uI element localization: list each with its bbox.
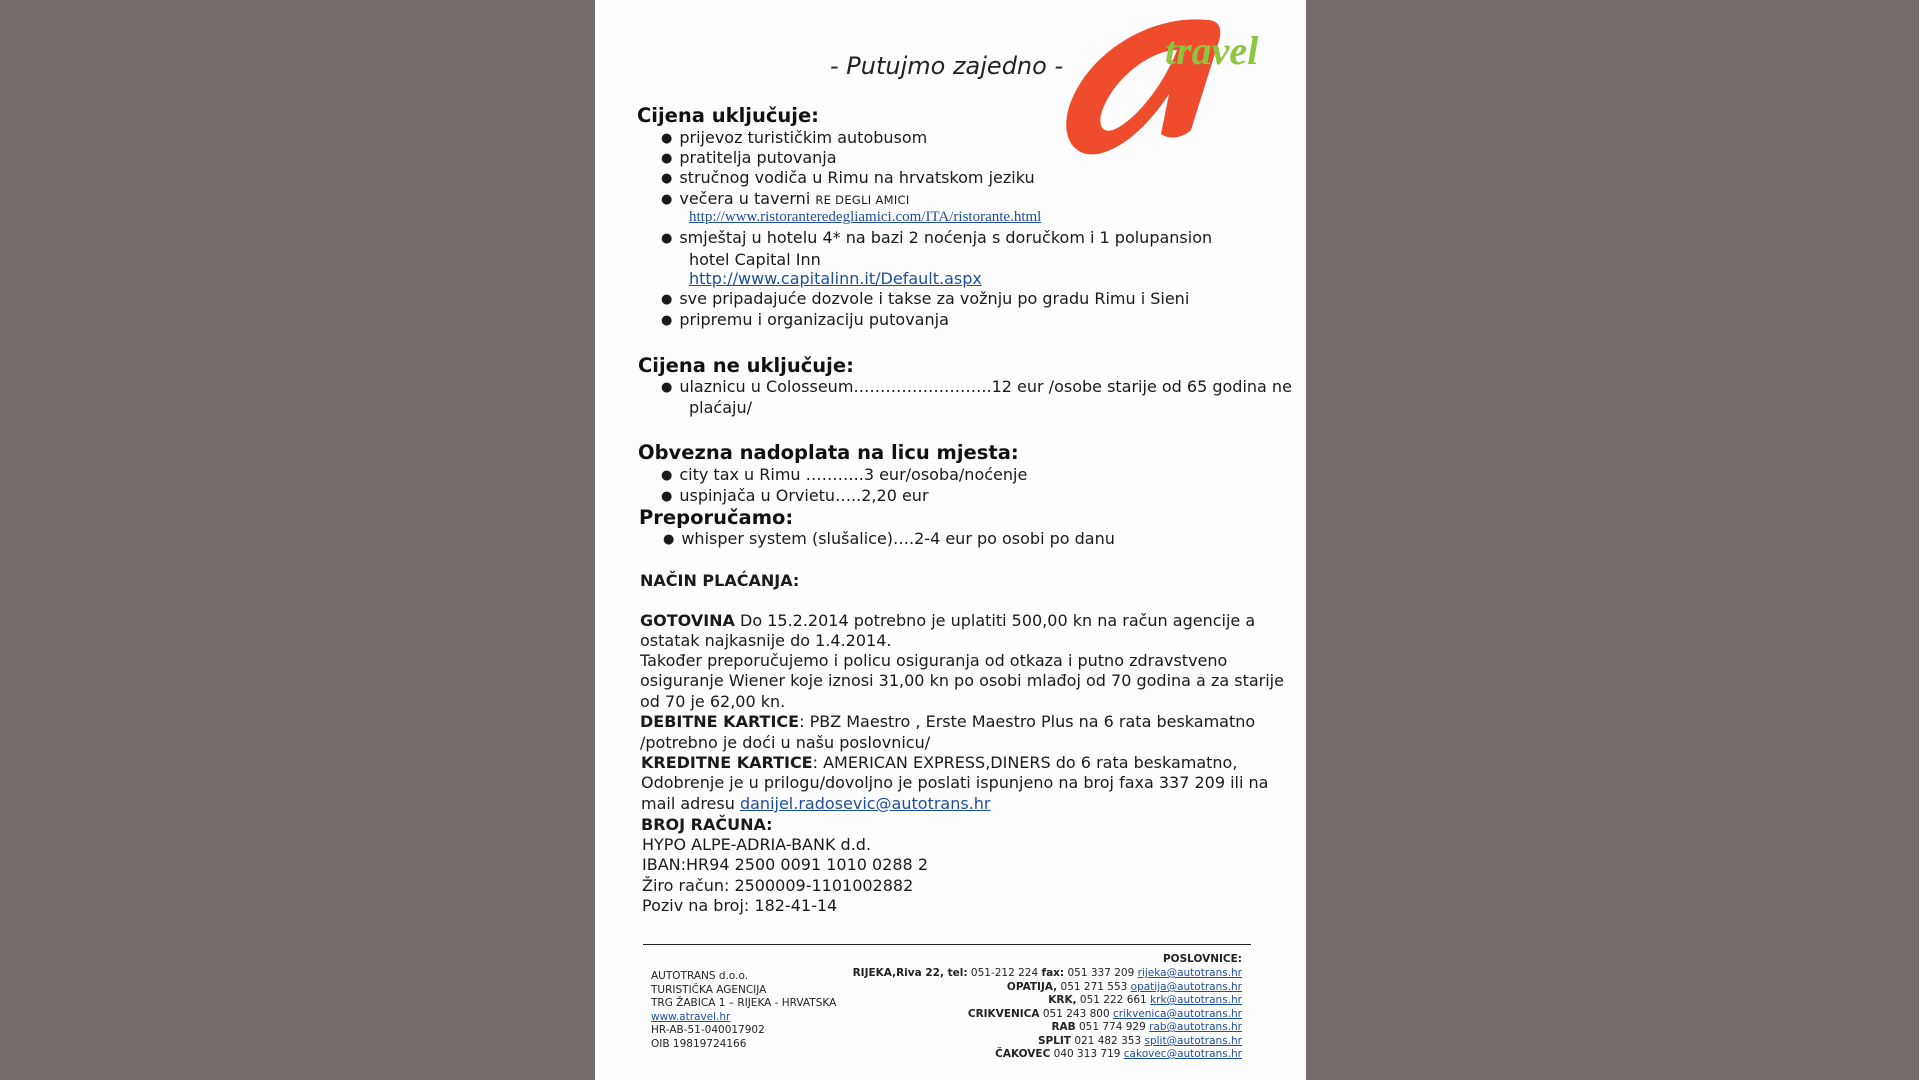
list-item: ● večera u taverni RE DEGLI AMICI (661, 189, 910, 208)
office-email-link[interactable]: crikvenica@autotrans.hr (1113, 1008, 1242, 1020)
giro-account: Žiro račun: 2500009-1101002882 (642, 876, 914, 895)
office-crikvenica: CRIKVENICA 051 243 800 crikvenica@autotrans.hr (967, 1008, 1242, 1020)
footer-divider (643, 944, 1251, 945)
list-item: ● smještaj u hotelu 4* na bazi 2 noćenja s doručkom i 1 polupansion (661, 228, 1213, 247)
bank-name: HYPO ALPE-ADRIA-BANK d.d. (642, 835, 872, 854)
office-opatija: OPATIJA, 051 271 553 opatija@autotrans.hr (1006, 981, 1242, 993)
credit-line: mail adresu danijel.radosevic@autotrans.hr (641, 794, 991, 813)
slogan: - Putujmo zajedno - (830, 52, 1064, 80)
office-krk: KRK, 051 222 661 krk@autotrans.hr (1048, 994, 1242, 1006)
credit-line: KREDITNE KARTICE: AMERICAN EXPRESS,DINERS do 6 rata beskamatno, (641, 753, 1238, 772)
list-item: ● pripremu i organizaciju putovanja (661, 310, 949, 329)
oib: OIB 19819724166 (651, 1037, 747, 1050)
tavern-name: RE DEGLI AMICI (815, 193, 910, 207)
insurance-line: osiguranje Wiener koje iznosi 31,00 kn po osobi mlađoj od 70 godina a za starije (640, 671, 1284, 690)
includes-title: Cijena uključuje: (637, 104, 819, 127)
credit-line: Odobrenje je u prilogu/dovoljno je poslati ispunjeno na broj faxa 337 209 ili na (641, 773, 1269, 792)
office-email-link[interactable]: rijeka@autotrans.hr (1137, 967, 1242, 979)
list-item: ● uspinjača u Orvietu…..2,20 eur (661, 486, 929, 505)
recommend-title: Preporučamo: (639, 506, 794, 529)
document-page (595, 0, 1306, 1080)
license-code: HR-AB-51-040017902 (651, 1024, 765, 1037)
list-item: ● sve pripadajuće dozvole i takse za vožnju po gradu Rimu i Sieni (661, 289, 1190, 308)
office-email-link[interactable]: opatija@autotrans.hr (1130, 981, 1242, 993)
account-title: BROJ RAČUNA: (641, 815, 773, 834)
debit-line: /potrebno je doći u našu poslovnicu/ (640, 733, 931, 752)
company-name: AUTOTRANS d.o.o. (651, 970, 749, 982)
office-cakovec: ČAKOVEC 040 313 719 cakovec@autotrans.hr (995, 1048, 1242, 1060)
list-item: ● pratitelja putovanja (661, 148, 837, 167)
insurance-line: Također preporučujemo i policu osiguranja od otkaza i putno zdravstveno (640, 651, 1228, 670)
payment-reference: Poziv na broj: 182-41-14 (642, 896, 838, 915)
office-rijeka: RIJEKA,Riva 22, tel: 051-212 224 fax: 051 337 209 rijeka@autotrans.hr (852, 967, 1242, 979)
office-email-link[interactable]: cakovec@autotrans.hr (1123, 1048, 1242, 1060)
company-info (651, 970, 836, 1052)
list-item: ● stručnog vodiča u Rimu na hrvatskom jeziku (661, 168, 1035, 187)
office-email-link[interactable]: split@autotrans.hr (1144, 1035, 1242, 1047)
list-item: ● prijevoz turističkim autobusom (661, 128, 928, 147)
list-item-continuation: plaćaju/ (689, 398, 752, 417)
cash-line: ostatak najkasnije do 1.4.2014. (640, 631, 892, 650)
office-split: SPLIT 021 482 353 split@autotrans.hr (1037, 1035, 1242, 1047)
hotel-link[interactable]: http://www.capitalinn.it/Default.aspx (689, 269, 982, 288)
tavern-link[interactable]: http://www.ristoranteredegliamici.com/ITA/ristorante.html (689, 209, 1042, 225)
office-rab: RAB 051 774 929 rab@autotrans.hr (1051, 1021, 1242, 1033)
office-email-link[interactable]: rab@autotrans.hr (1149, 1021, 1242, 1033)
excludes-title: Cijena ne uključuje: (638, 354, 854, 377)
payment-title: NAČIN PLAĆANJA: (640, 571, 800, 590)
cash-line: GOTOVINA Do 15.2.2014 potrebno je uplatiti 500,00 kn na račun agencije a (640, 611, 1256, 630)
agency-type: TURISTIČKA AGENCIJA (651, 983, 767, 996)
company-address: TRG ŽABICA 1 – RIJEKA - HRVATSKA (651, 997, 837, 1010)
email-link[interactable]: danijel.radosevic@autotrans.hr (739, 794, 991, 813)
hotel-name: hotel Capital Inn (689, 250, 821, 269)
list-item: ● city tax u Rimu ………..3 eur/osoba/noćenje (661, 465, 1028, 484)
list-item: ● ulaznicu u Colosseum……………………..12 eur /osobe starije od 65 godina ne (661, 377, 1292, 396)
office-email-link[interactable]: krk@autotrans.hr (1150, 994, 1242, 1006)
surcharge-title: Obvezna nadoplata na licu mjesta: (638, 441, 1019, 464)
insurance-line: od 70 je 62,00 kn. (640, 692, 786, 711)
atravel-logo (1057, 12, 1282, 162)
offices-title: POSLOVNICE: (1162, 953, 1242, 965)
logo-word: travel (1165, 28, 1259, 73)
list-item: ● whisper system (slušalice)….2-4 eur po osobi po danu (663, 529, 1115, 548)
iban: IBAN:HR94 2500 0091 1010 0288 2 (642, 855, 928, 874)
debit-line: DEBITNE KARTICE: PBZ Maestro , Erste Maestro Plus na 6 rata beskamatno (640, 712, 1256, 731)
website-link[interactable]: www.atravel.hr (651, 1010, 731, 1023)
